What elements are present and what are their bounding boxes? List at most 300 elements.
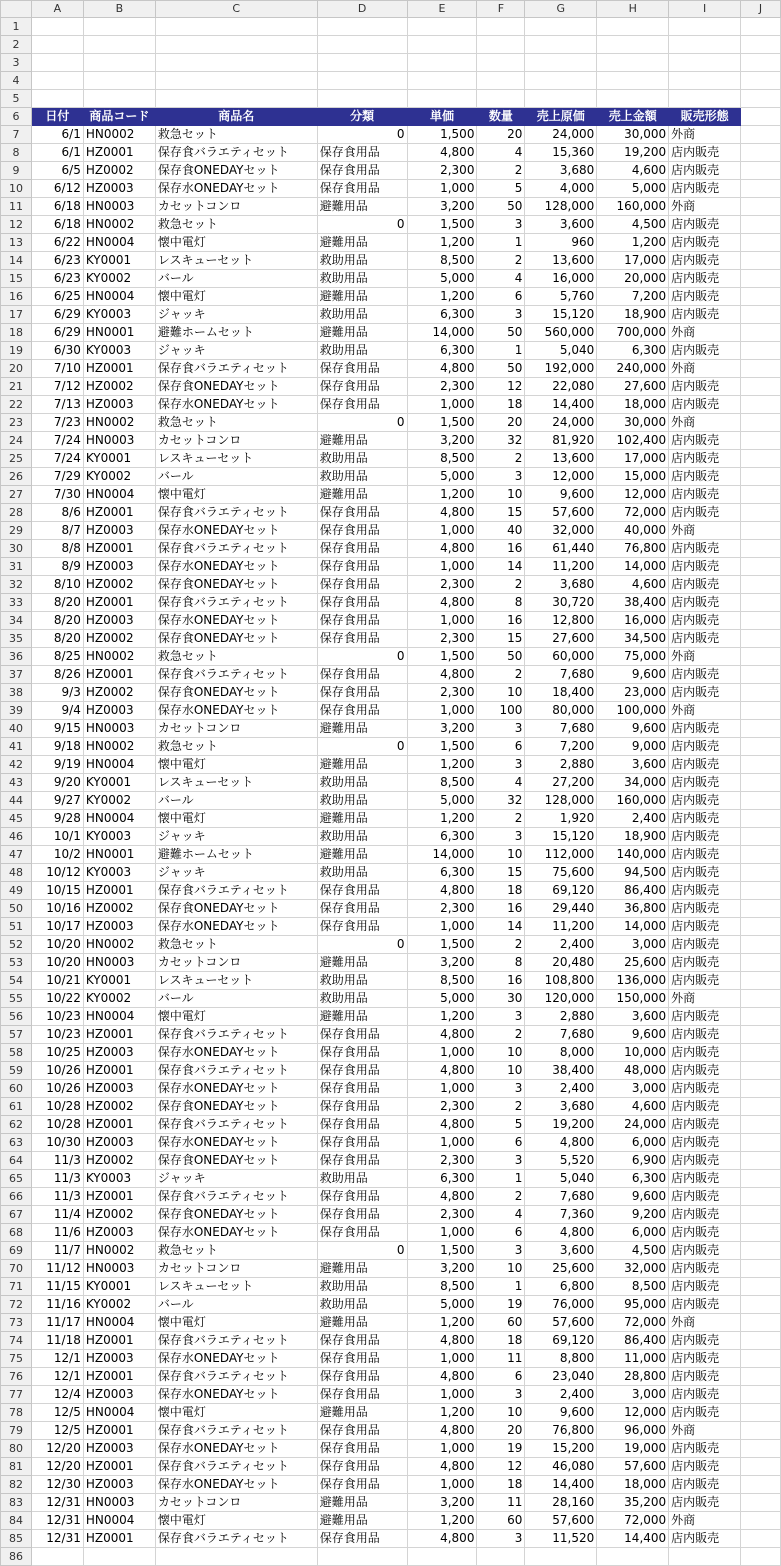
cell[interactable]	[741, 1188, 781, 1206]
cell[interactable]: 14,000	[407, 324, 477, 342]
cell[interactable]: 10/15	[31, 882, 83, 900]
cell[interactable]: 懐中電灯	[155, 756, 317, 774]
cell[interactable]: 12/31	[31, 1494, 83, 1512]
cell[interactable]: 96,000	[597, 1422, 669, 1440]
cell[interactable]	[741, 1512, 781, 1530]
cell[interactable]: バール	[155, 468, 317, 486]
row-header[interactable]: 68	[1, 1224, 32, 1242]
cell[interactable]: 6	[477, 1134, 525, 1152]
cell[interactable]	[741, 1224, 781, 1242]
cell[interactable]: 保存食バラエティセット	[155, 1188, 317, 1206]
cell[interactable]: 5	[477, 180, 525, 198]
cell[interactable]: 9/3	[31, 684, 83, 702]
row-header[interactable]: 27	[1, 486, 32, 504]
row-header[interactable]: 71	[1, 1278, 32, 1296]
row-header[interactable]: 19	[1, 342, 32, 360]
cell[interactable]: 懐中電灯	[155, 486, 317, 504]
cell[interactable]: 店内販売	[669, 612, 741, 630]
cell[interactable]: 16,000	[597, 612, 669, 630]
cell[interactable]: カセットコンロ	[155, 720, 317, 738]
cell[interactable]	[741, 1242, 781, 1260]
cell[interactable]: KY0003	[83, 864, 155, 882]
row-header[interactable]: 2	[1, 36, 32, 54]
cell[interactable]: 店内販売	[669, 864, 741, 882]
cell[interactable]: 保存食用品	[317, 1134, 407, 1152]
cell[interactable]: 7/10	[31, 360, 83, 378]
cell[interactable]: 店内販売	[669, 828, 741, 846]
row-header[interactable]: 36	[1, 648, 32, 666]
cell[interactable]	[477, 1548, 525, 1566]
cell[interactable]: 112,000	[525, 846, 597, 864]
cell[interactable]: 店内販売	[669, 1242, 741, 1260]
cell[interactable]: 0	[317, 414, 407, 432]
cell[interactable]: 150,000	[597, 990, 669, 1008]
cell[interactable]	[741, 684, 781, 702]
cell[interactable]: 18	[477, 882, 525, 900]
cell[interactable]: 10/20	[31, 936, 83, 954]
cell[interactable]: 16	[477, 972, 525, 990]
cell[interactable]: 3,200	[407, 432, 477, 450]
cell[interactable]: 2	[477, 1188, 525, 1206]
cell[interactable]	[741, 1116, 781, 1134]
cell[interactable]: 4,800	[407, 882, 477, 900]
cell[interactable]: HZ0001	[83, 360, 155, 378]
cell[interactable]: HN0004	[83, 486, 155, 504]
cell[interactable]: 8,500	[407, 450, 477, 468]
row-header[interactable]: 49	[1, 882, 32, 900]
row-header[interactable]: 9	[1, 162, 32, 180]
row-header[interactable]: 7	[1, 126, 32, 144]
cell[interactable]: 2,300	[407, 378, 477, 396]
cell[interactable]: 240,000	[597, 360, 669, 378]
cell[interactable]: 店内販売	[669, 954, 741, 972]
cell[interactable]: ジャッキ	[155, 828, 317, 846]
cell[interactable]: 店内販売	[669, 810, 741, 828]
row-header[interactable]: 14	[1, 252, 32, 270]
row-header[interactable]: 10	[1, 180, 32, 198]
cell[interactable]: 2	[477, 666, 525, 684]
cell[interactable]: 29,440	[525, 900, 597, 918]
cell[interactable]	[741, 1458, 781, 1476]
cell[interactable]: 3,680	[525, 1098, 597, 1116]
row-header[interactable]: 32	[1, 576, 32, 594]
cell[interactable]	[477, 90, 525, 108]
cell[interactable]	[83, 36, 155, 54]
cell[interactable]	[741, 54, 781, 72]
cell[interactable]: 3	[477, 468, 525, 486]
cell[interactable]: 4,800	[407, 360, 477, 378]
cell[interactable]: 10	[477, 1044, 525, 1062]
cell[interactable]: 保存食バラエティセット	[155, 1530, 317, 1548]
cell[interactable]: 避難用品	[317, 198, 407, 216]
cell[interactable]: 店内販売	[669, 1170, 741, 1188]
row-header[interactable]: 79	[1, 1422, 32, 1440]
cell[interactable]: 14	[477, 918, 525, 936]
cell[interactable]: 保存食バラエティセット	[155, 360, 317, 378]
row-header[interactable]: 77	[1, 1386, 32, 1404]
cell[interactable]	[155, 1548, 317, 1566]
cell[interactable]: 28,160	[525, 1494, 597, 1512]
cell[interactable]: 保存水ONEDAYセット	[155, 918, 317, 936]
cell[interactable]: 22,080	[525, 378, 597, 396]
cell[interactable]: 保存水ONEDAYセット	[155, 180, 317, 198]
cell[interactable]: 1,000	[407, 918, 477, 936]
cell[interactable]: 11/12	[31, 1260, 83, 1278]
cell[interactable]: HN0004	[83, 234, 155, 252]
cell[interactable]: 保存食用品	[317, 1368, 407, 1386]
column-title[interactable]: 分類	[317, 108, 407, 126]
cell[interactable]: HZ0003	[83, 1350, 155, 1368]
cell[interactable]: 15,000	[597, 468, 669, 486]
cell[interactable]	[597, 72, 669, 90]
cell[interactable]	[741, 756, 781, 774]
cell[interactable]: 店内販売	[669, 234, 741, 252]
cell[interactable]: 15	[477, 864, 525, 882]
cell[interactable]: 保存食用品	[317, 1350, 407, 1368]
cell[interactable]	[407, 36, 477, 54]
cell[interactable]: 5	[477, 1116, 525, 1134]
row-header[interactable]: 1	[1, 18, 32, 36]
cell[interactable]: 27,600	[597, 378, 669, 396]
row-header[interactable]: 22	[1, 396, 32, 414]
row-header[interactable]: 45	[1, 810, 32, 828]
cell[interactable]	[741, 774, 781, 792]
cell[interactable]: レスキューセット	[155, 972, 317, 990]
cell[interactable]	[741, 954, 781, 972]
cell[interactable]: 店内販売	[669, 486, 741, 504]
cell[interactable]: 6,300	[597, 1170, 669, 1188]
row-header[interactable]: 4	[1, 72, 32, 90]
cell[interactable]: 1	[477, 234, 525, 252]
cell[interactable]: 10/2	[31, 846, 83, 864]
cell[interactable]: 外商	[669, 126, 741, 144]
cell[interactable]: 店内販売	[669, 882, 741, 900]
cell[interactable]: 店内販売	[669, 1008, 741, 1026]
cell[interactable]: 8,500	[407, 972, 477, 990]
cell[interactable]: HZ0001	[83, 1530, 155, 1548]
cell[interactable]: HZ0003	[83, 522, 155, 540]
column-header-d[interactable]: D	[317, 1, 407, 18]
cell[interactable]: 15	[477, 630, 525, 648]
cell[interactable]: 保存食用品	[317, 378, 407, 396]
cell[interactable]: 避難ホームセット	[155, 846, 317, 864]
cell[interactable]: 12/31	[31, 1530, 83, 1548]
cell[interactable]: 11/4	[31, 1206, 83, 1224]
cell[interactable]: 2,400	[525, 1386, 597, 1404]
cell[interactable]: 外商	[669, 198, 741, 216]
column-header-f[interactable]: F	[477, 1, 525, 18]
cell[interactable]: バール	[155, 1296, 317, 1314]
cell[interactable]: 店内販売	[669, 1440, 741, 1458]
cell[interactable]: 保存食用品	[317, 1422, 407, 1440]
cell[interactable]	[741, 234, 781, 252]
cell[interactable]: 40,000	[597, 522, 669, 540]
cell[interactable]: 10,000	[597, 1044, 669, 1062]
cell[interactable]: 保存食用品	[317, 522, 407, 540]
cell[interactable]: 10/26	[31, 1062, 83, 1080]
cell[interactable]: 18,000	[597, 396, 669, 414]
row-header[interactable]: 51	[1, 918, 32, 936]
cell[interactable]: 0	[317, 126, 407, 144]
cell[interactable]	[741, 486, 781, 504]
cell[interactable]: 4,500	[597, 1242, 669, 1260]
cell[interactable]: 4,800	[525, 1224, 597, 1242]
cell[interactable]	[741, 720, 781, 738]
cell[interactable]: 保存食用品	[317, 1386, 407, 1404]
cell[interactable]: 保存食ONEDAYセット	[155, 630, 317, 648]
cell[interactable]: HN0004	[83, 1404, 155, 1422]
cell[interactable]: HN0003	[83, 720, 155, 738]
cell[interactable]: 1,000	[407, 396, 477, 414]
cell[interactable]: 9,600	[525, 486, 597, 504]
cell[interactable]: 救助用品	[317, 468, 407, 486]
cell[interactable]: 7/12	[31, 378, 83, 396]
cell[interactable]: 6/25	[31, 288, 83, 306]
cell[interactable]: 店内販売	[669, 504, 741, 522]
row-header[interactable]: 35	[1, 630, 32, 648]
cell[interactable]: 9/28	[31, 810, 83, 828]
cell[interactable]: 57,600	[525, 504, 597, 522]
row-header[interactable]: 18	[1, 324, 32, 342]
cell[interactable]: 保存食バラエティセット	[155, 1026, 317, 1044]
cell[interactable]: HN0002	[83, 738, 155, 756]
cell[interactable]: 保存食ONEDAYセット	[155, 1206, 317, 1224]
cell[interactable]: 避難用品	[317, 234, 407, 252]
cell[interactable]: 57,600	[597, 1458, 669, 1476]
cell[interactable]: HN0004	[83, 288, 155, 306]
cell[interactable]: 1,200	[407, 1512, 477, 1530]
cell[interactable]: 14,400	[525, 1476, 597, 1494]
cell[interactable]: 7/30	[31, 486, 83, 504]
cell[interactable]: 50	[477, 648, 525, 666]
cell[interactable]: 8,800	[525, 1350, 597, 1368]
cell[interactable]: 2,300	[407, 684, 477, 702]
cell[interactable]: 12,000	[525, 468, 597, 486]
cell[interactable]: 8/7	[31, 522, 83, 540]
cell[interactable]	[741, 198, 781, 216]
column-header-i[interactable]: I	[669, 1, 741, 18]
cell[interactable]: 2,300	[407, 900, 477, 918]
cell[interactable]: 1,200	[407, 1314, 477, 1332]
cell[interactable]: HN0002	[83, 936, 155, 954]
cell[interactable]	[407, 90, 477, 108]
cell[interactable]: 36,800	[597, 900, 669, 918]
cell[interactable]: 店内販売	[669, 1476, 741, 1494]
cell[interactable]: 11,200	[525, 558, 597, 576]
column-title[interactable]: 売上金額	[597, 108, 669, 126]
cell[interactable]	[741, 1386, 781, 1404]
cell[interactable]: 2,400	[525, 1080, 597, 1098]
cell[interactable]: KY0002	[83, 792, 155, 810]
row-header[interactable]: 58	[1, 1044, 32, 1062]
cell[interactable]: 140,000	[597, 846, 669, 864]
cell[interactable]: 2	[477, 1026, 525, 1044]
cell[interactable]: 保存食バラエティセット	[155, 882, 317, 900]
cell[interactable]: 6/1	[31, 126, 83, 144]
cell[interactable]	[669, 36, 741, 54]
cell[interactable]	[741, 180, 781, 198]
cell[interactable]: 69,120	[525, 882, 597, 900]
cell[interactable]: 1,000	[407, 1134, 477, 1152]
cell[interactable]: 保存食用品	[317, 1440, 407, 1458]
cell[interactable]: 10	[477, 1404, 525, 1422]
cell[interactable]: 10/20	[31, 954, 83, 972]
cell[interactable]: 20	[477, 126, 525, 144]
cell[interactable]: 10	[477, 846, 525, 864]
cell[interactable]: 4,800	[407, 1188, 477, 1206]
cell[interactable]: 5,000	[407, 468, 477, 486]
cell[interactable]: カセットコンロ	[155, 1494, 317, 1512]
cell[interactable]: 4,800	[407, 1458, 477, 1476]
cell[interactable]	[741, 1368, 781, 1386]
cell[interactable]: 14,000	[407, 846, 477, 864]
cell[interactable]: 3,600	[525, 1242, 597, 1260]
cell[interactable]: HN0004	[83, 756, 155, 774]
cell[interactable]: 10/28	[31, 1098, 83, 1116]
cell[interactable]: 8,500	[407, 252, 477, 270]
cell[interactable]: 20,000	[597, 270, 669, 288]
cell[interactable]: 11	[477, 1494, 525, 1512]
cell[interactable]: 27,600	[525, 630, 597, 648]
cell[interactable]: 10/28	[31, 1116, 83, 1134]
cell[interactable]: 30,720	[525, 594, 597, 612]
row-header[interactable]: 55	[1, 990, 32, 1008]
cell[interactable]: 避難用品	[317, 1260, 407, 1278]
cell[interactable]: 32,000	[597, 1260, 669, 1278]
row-header[interactable]: 40	[1, 720, 32, 738]
cell[interactable]: 12	[477, 1458, 525, 1476]
cell[interactable]: 保存水ONEDAYセット	[155, 1134, 317, 1152]
row-header[interactable]: 53	[1, 954, 32, 972]
cell[interactable]: 保存食用品	[317, 1152, 407, 1170]
cell[interactable]: 1,500	[407, 414, 477, 432]
cell[interactable]: 10/21	[31, 972, 83, 990]
cell[interactable]: 15	[477, 504, 525, 522]
cell[interactable]: 保存食ONEDAYセット	[155, 576, 317, 594]
cell[interactable]: 10	[477, 1062, 525, 1080]
cell[interactable]: 店内販売	[669, 1494, 741, 1512]
cell[interactable]: 6,300	[597, 342, 669, 360]
cell[interactable]: 1,000	[407, 612, 477, 630]
cell[interactable]: HZ0002	[83, 900, 155, 918]
cell[interactable]: 9,600	[525, 1404, 597, 1422]
cell[interactable]: 2,300	[407, 576, 477, 594]
cell[interactable]: 保存食ONEDAYセット	[155, 1098, 317, 1116]
cell[interactable]: 7/13	[31, 396, 83, 414]
cell[interactable]: 外商	[669, 1512, 741, 1530]
row-header[interactable]: 25	[1, 450, 32, 468]
cell[interactable]: 6/23	[31, 252, 83, 270]
cell[interactable]: 3,200	[407, 1260, 477, 1278]
cell[interactable]: 1,500	[407, 738, 477, 756]
cell[interactable]: 店内販売	[669, 1080, 741, 1098]
cell[interactable]: 4,800	[407, 504, 477, 522]
cell[interactable]: HN0001	[83, 324, 155, 342]
cell[interactable]: 4	[477, 1206, 525, 1224]
row-header[interactable]: 24	[1, 432, 32, 450]
cell[interactable]: 11/15	[31, 1278, 83, 1296]
cell[interactable]: 18	[477, 396, 525, 414]
cell[interactable]	[155, 90, 317, 108]
cell[interactable]: 9/18	[31, 738, 83, 756]
cell[interactable]	[741, 1332, 781, 1350]
cell[interactable]: 28,800	[597, 1368, 669, 1386]
cell[interactable]: 30,000	[597, 414, 669, 432]
cell[interactable]: 2	[477, 576, 525, 594]
cell[interactable]: 6,300	[407, 828, 477, 846]
cell[interactable]: 0	[317, 1242, 407, 1260]
cell[interactable]: 4	[477, 774, 525, 792]
cell[interactable]: HZ0003	[83, 1080, 155, 1098]
cell[interactable]: 救助用品	[317, 1278, 407, 1296]
cell[interactable]: 外商	[669, 990, 741, 1008]
cell[interactable]: 保存水ONEDAYセット	[155, 1350, 317, 1368]
row-header[interactable]: 52	[1, 936, 32, 954]
cell[interactable]: 保存食用品	[317, 684, 407, 702]
cell[interactable]: 16	[477, 540, 525, 558]
row-header[interactable]: 82	[1, 1476, 32, 1494]
row-header[interactable]: 78	[1, 1404, 32, 1422]
cell[interactable]	[741, 1206, 781, 1224]
cell[interactable]: 保存水ONEDAYセット	[155, 396, 317, 414]
cell[interactable]: 1,200	[407, 810, 477, 828]
cell[interactable]: 10/12	[31, 864, 83, 882]
cell[interactable]: KY0003	[83, 306, 155, 324]
cell[interactable]: 700,000	[597, 324, 669, 342]
cell[interactable]: 6/18	[31, 216, 83, 234]
cell[interactable]: 2	[477, 1098, 525, 1116]
cell[interactable]: 9/27	[31, 792, 83, 810]
cell[interactable]: 8/20	[31, 612, 83, 630]
cell[interactable]: 3	[477, 1008, 525, 1026]
cell[interactable]: 保存食用品	[317, 1332, 407, 1350]
cell[interactable]: 30,000	[597, 126, 669, 144]
cell[interactable]: 4,800	[525, 1134, 597, 1152]
cell[interactable]: 69,120	[525, 1332, 597, 1350]
cell[interactable]: 2	[477, 810, 525, 828]
cell[interactable]: 店内販売	[669, 144, 741, 162]
cell[interactable]: 12/1	[31, 1368, 83, 1386]
cell[interactable]: 120,000	[525, 990, 597, 1008]
cell[interactable]: 34,000	[597, 774, 669, 792]
cell[interactable]	[741, 90, 781, 108]
cell[interactable]: 32,000	[525, 522, 597, 540]
cell[interactable]: 2	[477, 252, 525, 270]
cell[interactable]: 店内販売	[669, 774, 741, 792]
cell[interactable]: 20,480	[525, 954, 597, 972]
cell[interactable]: 8,500	[597, 1278, 669, 1296]
cell[interactable]: 救助用品	[317, 774, 407, 792]
cell[interactable]: 1,000	[407, 522, 477, 540]
cell[interactable]: 128,000	[525, 198, 597, 216]
cell[interactable]	[741, 1008, 781, 1026]
cell[interactable]: HZ0002	[83, 378, 155, 396]
cell[interactable]: 72,000	[597, 504, 669, 522]
cell[interactable]: 25,600	[525, 1260, 597, 1278]
row-header[interactable]: 28	[1, 504, 32, 522]
row-header[interactable]: 72	[1, 1296, 32, 1314]
cell[interactable]: HZ0001	[83, 594, 155, 612]
cell[interactable]	[407, 1548, 477, 1566]
cell[interactable]: 4,800	[407, 1332, 477, 1350]
cell[interactable]: 懐中電灯	[155, 1512, 317, 1530]
row-header[interactable]: 31	[1, 558, 32, 576]
cell[interactable]: 保存食用品	[317, 1458, 407, 1476]
cell[interactable]: 48,000	[597, 1062, 669, 1080]
cell[interactable]: 9/20	[31, 774, 83, 792]
row-header[interactable]: 41	[1, 738, 32, 756]
cell[interactable]: 560,000	[525, 324, 597, 342]
